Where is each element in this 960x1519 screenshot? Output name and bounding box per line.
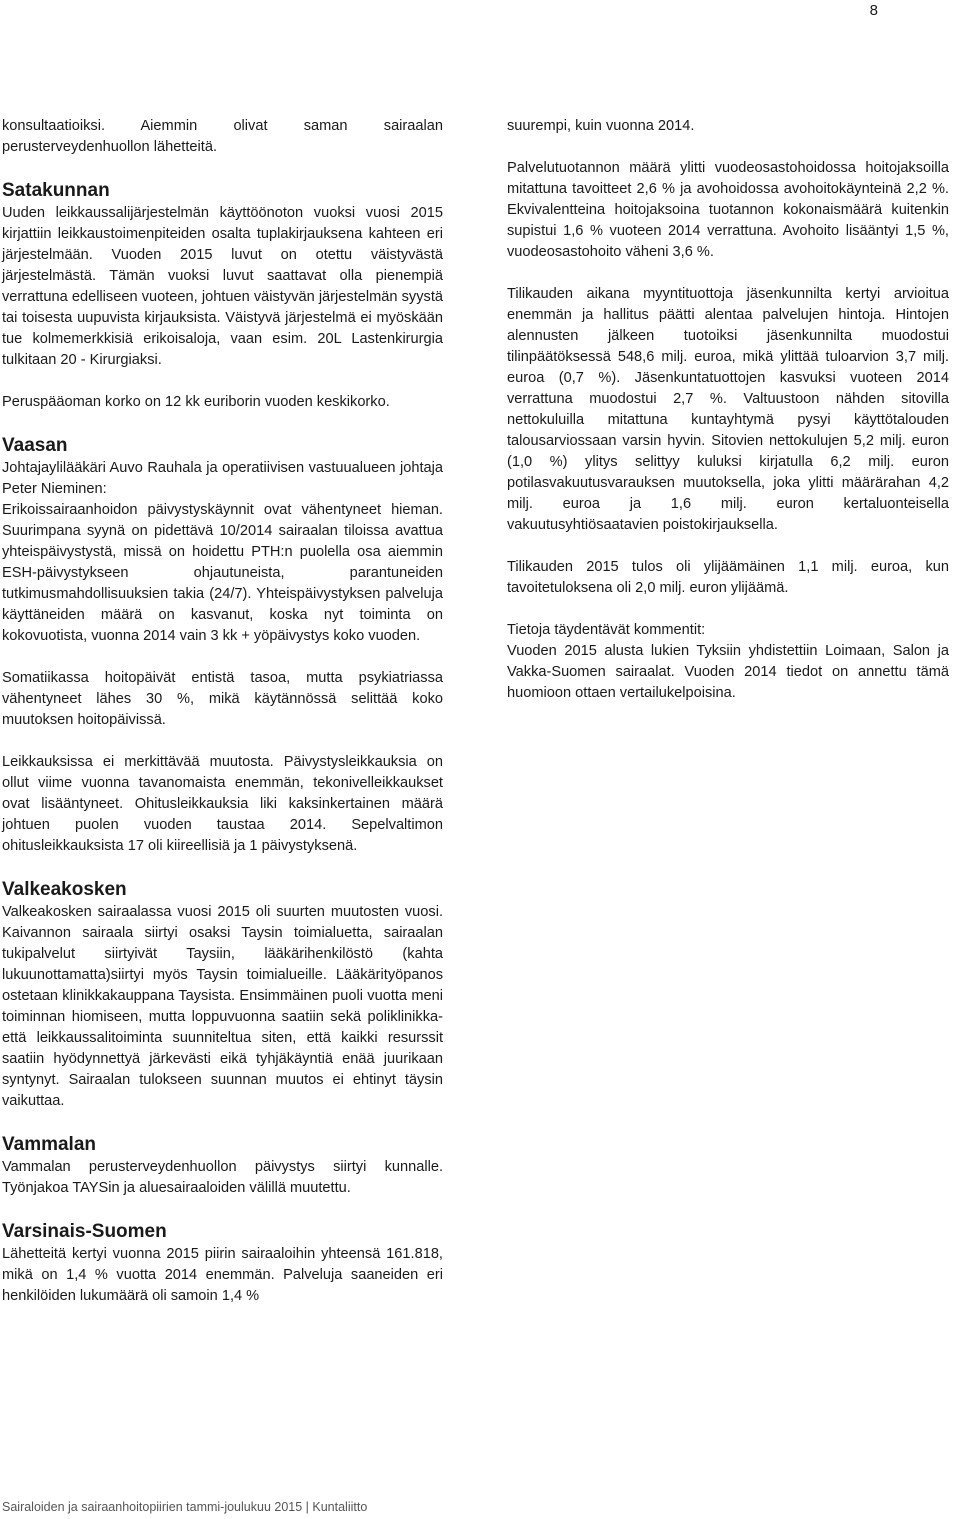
vaasa-paragraph-4: Leikkauksissa ei merkittävää muutosta. Päivystysleikkauksia on ollut viime vuonna tavanomaista enemmän, tekonivelleikkaukset ovat lisääntyneet. Ohitusleikkauksia liki kaksinkertainen määrä johtuen puolen vuoden taustaa 2014. Sepelvaltimon ohitusleikkauksista 17 oli kiireellisiä ja 1 päivystyksenä. <box>2 754 443 854</box>
heading-satakunta: Satakunnan <box>2 180 110 201</box>
right-paragraph-1: suurempi, kuin vuonna 2014. <box>507 118 695 134</box>
left-column <box>2 116 443 1307</box>
vaasa-paragraph-2: Erikoissairaanhoidon päivystyskäynnit ovat vähentyneet hieman. Suurimpana syynä on pidettävä 10/2014 sairaalan tiloissa avattua yhteispäivystystä, missä on hoidettu PTH:n puolella osa aiemmin ESH-päivystykseen ohjautuneista, parantuneiden tutkimusmahdollisuuksien takia (24/7). Yhteispäivystyksen palveluja käyttäneiden määrä on kasvanut, koska nyt toiminta on kokovuotista, vuonna 2014 vain 3 kk + yöpäivystys koko vuoden. <box>2 502 443 644</box>
vaasa-paragraph-3: Somatiikassa hoitopäivät entistä tasoa, mutta psykiatriassa vähentyneet lähes 30 %, mikä käytännössä selittää koko muutoksen hoitopäivissä. <box>2 670 443 728</box>
right-paragraph-4: Tilikauden 2015 tulos oli ylijäämäinen 1,1 milj. euroa, kun tavoitetuloksena oli 2,0 milj. euron ylijäämä. <box>507 559 949 596</box>
heading-vammala: Vammalan <box>2 1134 96 1155</box>
satakunta-paragraph: Uuden leikkaussalijärjestelmän käyttöönoton vuoksi vuosi 2015 kirjattiin leikkaustoimenpiteiden osalta tuplakirjauksena kahteen eri järjestelmään. Vuoden 2015 luvut on otettu väistyvästä järjestelmästä. Tämän vuoksi luvut saattavat olla pienempiä verrattuna edelliseen vuoteen, johtuen väistyvän järjestelmän syystä tai toisesta uupuvista kirjauksista. Väistyvä järjestelmä ei myöskään tue kolmemerkkisiä erikoisaloja, vaan esim. 20L Lastenkirurgia tulkitaan 20 - Kirurgiaksi. <box>2 205 443 368</box>
vaasa-paragraph-1: Johtajaylilääkäri Auvo Rauhala ja operatiivisen vastuualueen johtaja Peter Nieminen: <box>2 460 443 497</box>
heading-valkeakoski: Valkeakosken <box>2 879 127 900</box>
heading-varsinais-suomi: Varsinais-Suomen <box>2 1221 167 1242</box>
intro-paragraph: konsultaatioiksi. Aiemmin olivat saman sairaalan perusterveydenhuollon lähetteitä. <box>2 118 443 155</box>
vammala-paragraph: Vammalan perusterveydenhuollon päivystys siirtyi kunnalle. Työnjakoa TAYSin ja aluesairaaloiden välillä muutettu. <box>2 1159 443 1196</box>
right-paragraph-5-heading: Tietoja täydentävät kommentit: <box>507 622 706 638</box>
right-paragraph-5: Vuoden 2015 alusta lukien Tyksiin yhdistettiin Loimaan, Salon ja Vakka-Suomen sairaalat. Vuoden 2014 tiedot on annettu tämä huomioon ottaen vertailukelpoisina. <box>507 643 949 701</box>
valkeakoski-paragraph: Valkeakosken sairaalassa vuosi 2015 oli suurten muutosten vuosi. Kaivannon sairaala siirtyi osaksi Taysin toimialuetta, sairaalan tukipalvelut siirtyivät Taysiin, lääkärihenkilöstö (kahta lukuunottamatta)siirtyi myös Taysin toimialueille. Lääkärityöpanos ostetaan klinikkakauppana Taysista. Ensimmäinen puoli vuotta meni toiminnan hiomiseen, mutta loppuvuonna saatiin sekä poliklinikka- että leikkaussalitoiminta suunniteltua siten, että kaikki resurssit saatiin hyödynnettyä järkevästi eikä tyhjäkäyntiä enää juurikaan syntynyt. Sairaalan tulokseen suunnan muutos ei ehtinyt täysin vaikuttaa. <box>2 904 443 1109</box>
varsinais-suomi-paragraph: Lähetteitä kertyi vuonna 2015 piirin sairaaloihin yhteensä 161.818, mikä on 1,4 % vuotta 2014 enemmän. Palveluja saaneiden eri henkilöiden lukumäärä oli samoin 1,4 % <box>2 1246 443 1304</box>
right-column <box>507 116 949 704</box>
right-paragraph-2: Palvelutuotannon määrä ylitti vuodeosastohoidossa hoitojaksoilla mitattuna tavoitteet 2,6 % ja avohoidossa avohoitokäynteinä 2,2 %. Ekvivalentteina hoitojaksoina tuotannon kokonaismäärä kuitenkin supistui 1,6 % vuoteen 2014 verrattuna. Avohoito lisääntyi 1,5 %, vuodeosastohoito väheni 3,6 %. <box>507 160 949 260</box>
page-footer: Sairaloiden ja sairaanhoitopiirien tammi-joulukuu 2015 | Kuntaliitto <box>2 1500 368 1514</box>
right-paragraph-3: Tilikauden aikana myyntituottoja jäsenkunnilta kertyi arvioitua enemmän ja hallitus päätti alentaa palvelujen hintoja. Hintojen alennusten jälkeen tuotoiksi jäsenkunnilta muodostui tilinpäätöksessä 548,6 milj. euroa, mikä ylittää tuloarvion 3,7 milj. euroa (0,7 %). Jäsenkuntatuottojen kasvuksi vuoteen 2014 verrattuna muodostui 2,7 %. Valtuustoon nähden sitovilla nettokuluilla mitattuna kuntayhtymä pysyi käyttötalouden talousarviossaan varsin hyvin. Sitovien nettokulujen 5,2 milj. euron (1,0 %) ylitys selittyy kuluksi kirjatulla 6,2 milj. euron potilasvakuutusvarauksen muutoksella, joka ylitti määrärahan 4,2 milj. euroa ja 1,6 milj. euron kertaluonteisella vakuutusyhtiösaatavien poistokirjauksella. <box>507 286 949 533</box>
heading-vaasa: Vaasan <box>2 435 68 456</box>
korko-paragraph: Peruspääoman korko on 12 kk euriborin vuoden keskikorko. <box>2 394 390 410</box>
page-number: 8 <box>869 2 878 19</box>
